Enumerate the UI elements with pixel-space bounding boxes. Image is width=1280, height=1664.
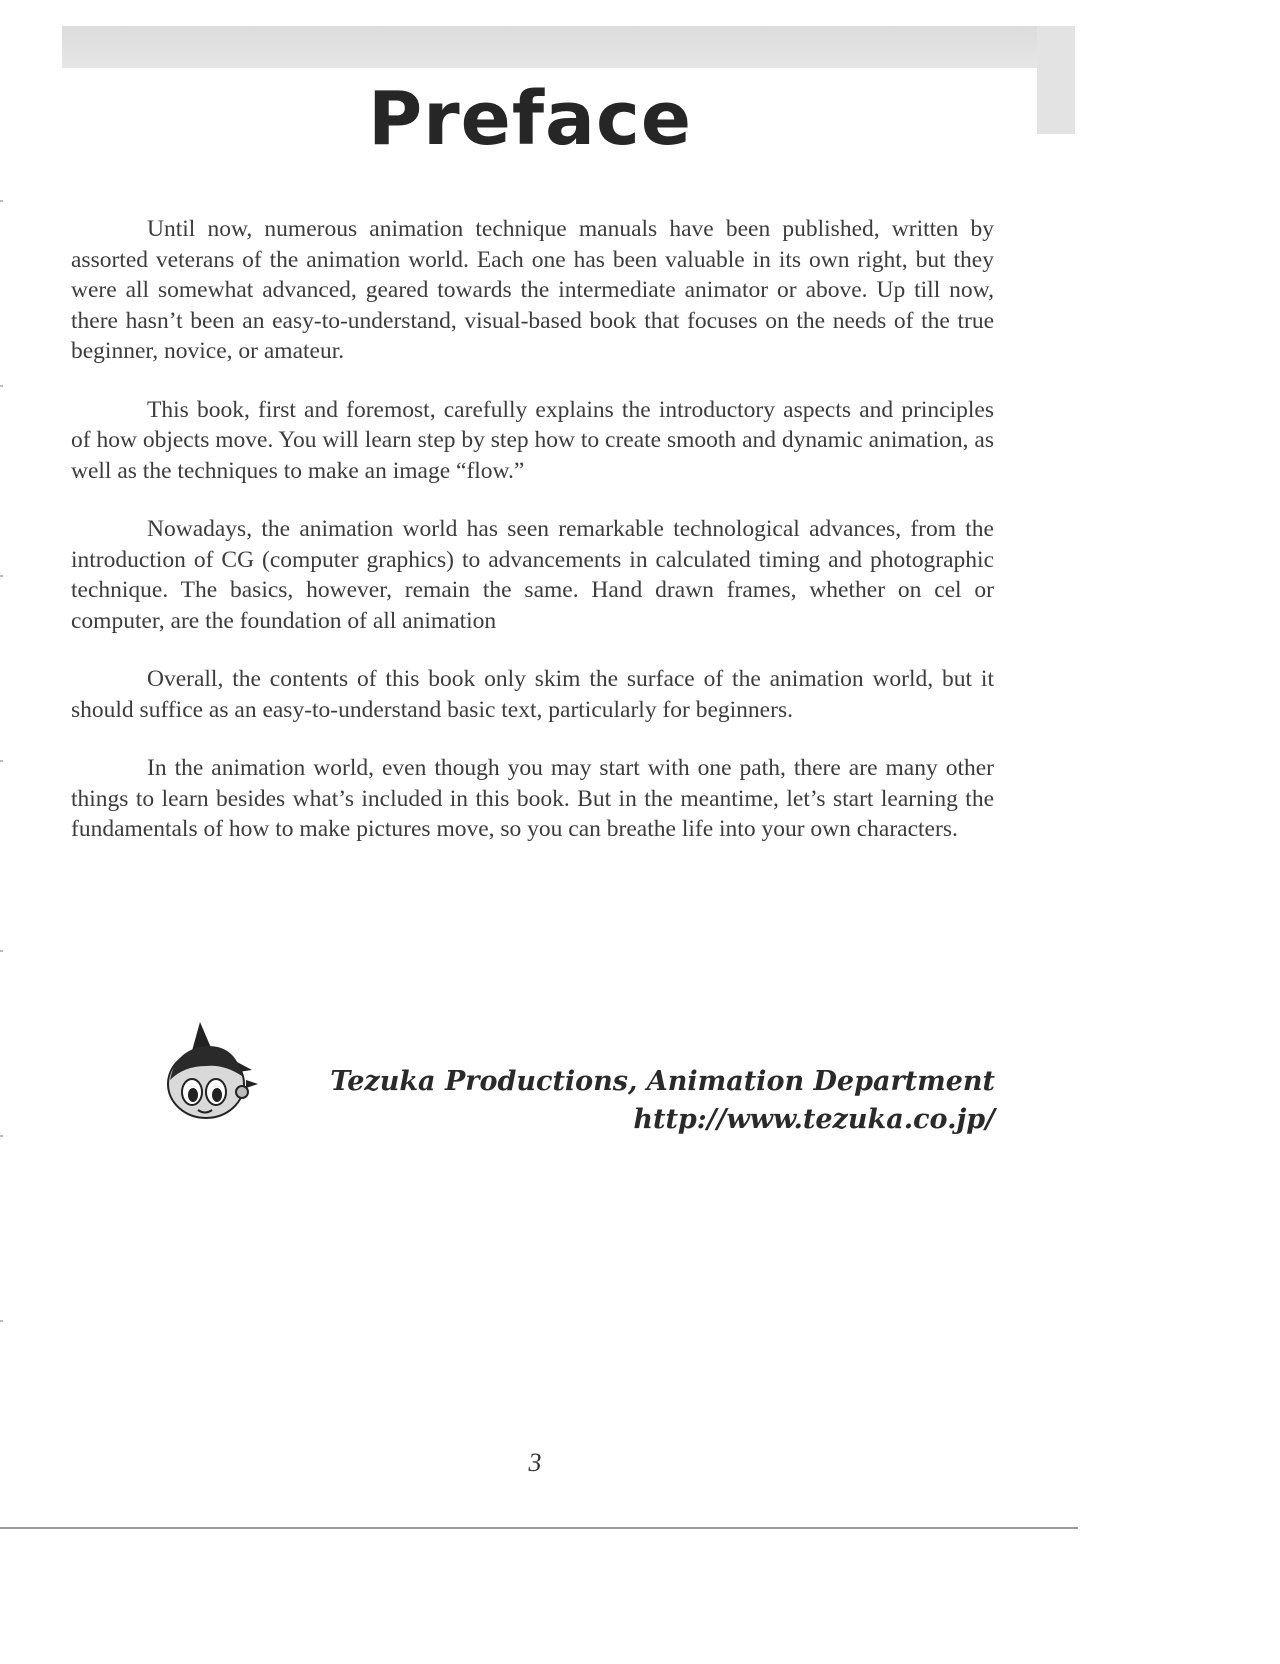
bottom-rule bbox=[0, 1527, 1078, 1529]
preface-body bbox=[71, 214, 994, 873]
paragraph-5: In the animation world, even though you may start with one path, there are many other things to learn besides what’s included in this book. But in the meantime, let’s start learning the fundamentals of how to make pictures move, so you can breathe life into your own characters. bbox=[71, 755, 994, 842]
paragraph-2: This book, first and foremost, carefully explains the introductory aspects and principles of how objects move. You will learn step by step how to create smooth and dynamic animation, as well as the techniques to make an image “flow.” bbox=[71, 396, 994, 484]
signature-organization: Tezuka Productions, Animation Department bbox=[330, 1066, 995, 1097]
astro-boy-mascot-icon bbox=[160, 1020, 260, 1124]
header-band bbox=[62, 26, 1075, 68]
paragraph-1: Until now, numerous animation technique manuals have been published, written by assorted veterans of the animation world. Each one has been valuable in its own right, but they were all somewhat advanced, geared towards the intermediate animator or above. Up till now, there hasn’t been an easy-to-understand, visual-based book that focuses on the needs of the true beginner, novice, or amateur. bbox=[71, 216, 994, 364]
signature-url: http://www.tezuka.co.jp/ bbox=[633, 1104, 995, 1135]
signature-block bbox=[160, 1020, 995, 1140]
page-number: 3 bbox=[528, 1448, 542, 1477]
scan-mark bbox=[0, 950, 3, 952]
scan-mark bbox=[0, 575, 3, 577]
scan-mark bbox=[0, 385, 3, 387]
scan-mark bbox=[0, 760, 3, 762]
scan-mark bbox=[0, 1135, 3, 1137]
scan-mark bbox=[0, 1320, 3, 1322]
scan-mark bbox=[0, 200, 3, 202]
page-title: Preface bbox=[367, 76, 693, 162]
paragraph-3: Nowadays, the animation world has seen remarkable technological advances, from the introduction of CG (computer graphics) to advancements in calculated timing and photographic technique. The basics, however, remain the same. Hand drawn frames, whether on cel or computer, are the foundation of all animation bbox=[71, 516, 994, 634]
paragraph-4: Overall, the contents of this book only skim the surface of the animation world, but it should suffice as an easy-to-understand basic text, particularly for beginners. bbox=[71, 666, 994, 723]
